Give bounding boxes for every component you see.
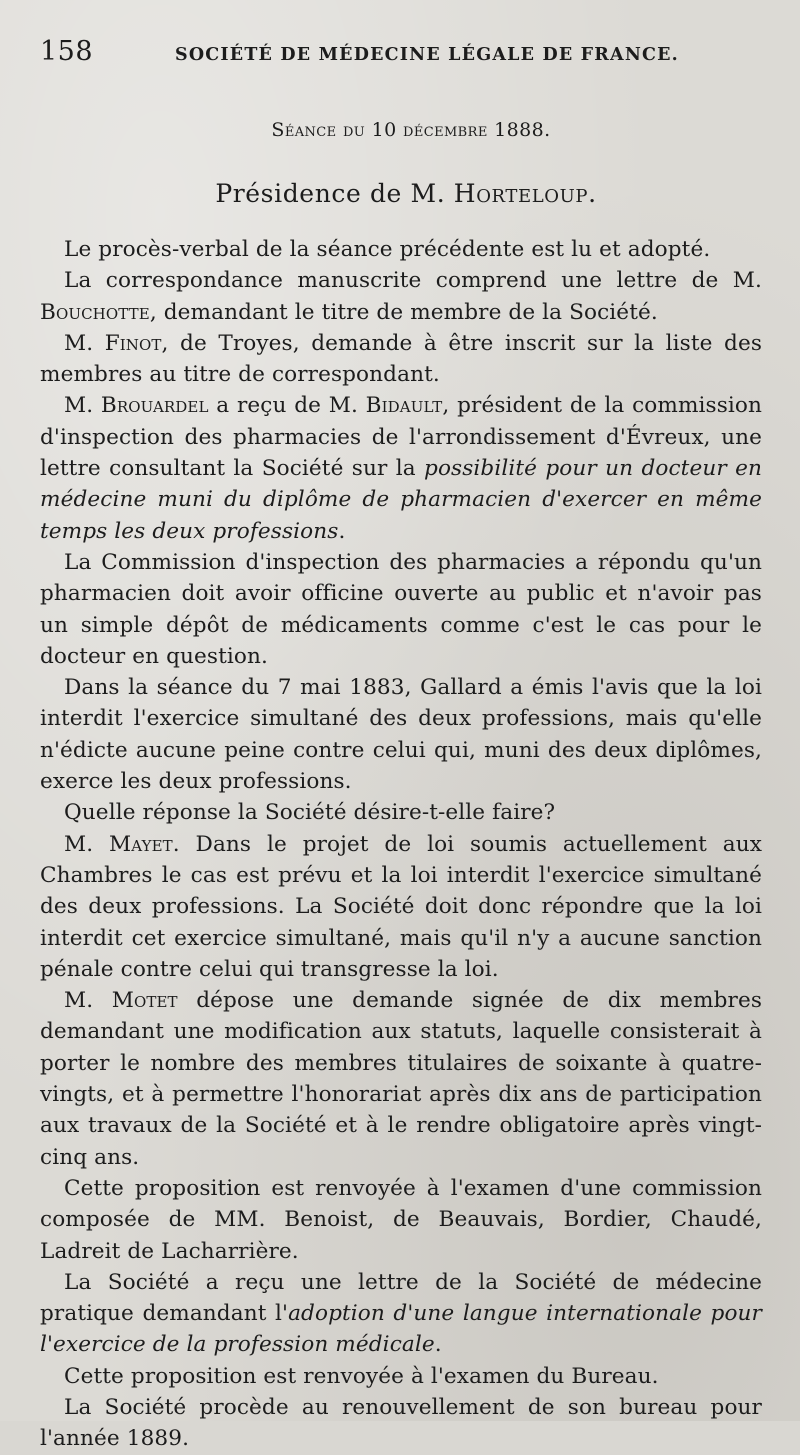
- paragraph-text: dépose une demande signée de dix membres demandant une modification aux statuts, laquelle consisterait à porter le nombre des membres titulaires de soixante à quatre-vingts, et à permettre l'honorariat après dix ans de participation aux travaux de la Société et à le rendre obligatoire après vingt-cinq ans.: [40, 988, 763, 1170]
- session-prefix: Séance du: [271, 119, 366, 141]
- paragraph-text: La Société a reçu une lettre de la Société de médecine pratique demandant l': [40, 1269, 762, 1327]
- paragraph-text: M.: [64, 988, 112, 1014]
- paragraph-brouardel: [40, 390, 762, 546]
- italic-question: possibilité pour un docteur en médecine muni du diplôme de pharmacien d'exercer en même temps les deux professions: [40, 456, 762, 544]
- session-date: 10 décembre 1888.: [371, 119, 551, 141]
- member-name: Motet: [111, 988, 178, 1014]
- running-header: [40, 36, 762, 67]
- member-name: Brouardel: [100, 393, 209, 419]
- member-name: Finot: [104, 330, 162, 356]
- presidence-text: Présidence de M.: [215, 179, 446, 208]
- paragraph-text: , président de la commission d'inspection des pharmacies de l'arrondissement d'Évreux, une lettre consultant la Société sur la: [40, 393, 763, 482]
- paragraph-motet: [40, 985, 762, 1173]
- paragraph-language-letter: [40, 1267, 762, 1361]
- paragraph-mayet: [40, 829, 762, 985]
- paragraph-bureau-renewal: La Société procède au renouvellement de son bureau pour l'année 1889.: [40, 1394, 762, 1452]
- minutes-body: [40, 234, 762, 1455]
- paragraph-correspondence: [40, 265, 762, 328]
- president-name: Horteloup.: [453, 179, 597, 208]
- paragraph-text: M.: [64, 330, 105, 356]
- member-name: Bidault: [365, 393, 443, 419]
- paragraph-text: .: [338, 518, 346, 544]
- member-name: Mayet: [109, 831, 173, 857]
- paragraph-text: , de Troyes, demande à être inscrit sur la liste des membres au titre de correspondant.: [40, 330, 762, 388]
- paragraph-commission-referral: Cette proposition est renvoyée à l'examen d'une commission composée de MM. Benoist, de Beauvais, Bordier, Chaudé, Ladreit de Lacharrière.: [40, 1175, 762, 1264]
- paragraph-text: M.: [64, 393, 101, 419]
- journal-title: SOCIÉTÉ DE MÉDECINE LÉGALE DE FRANCE.: [175, 45, 679, 65]
- paragraph-minutes-adopted: Le procès-verbal de la séance précédente est lu et adopté.: [64, 237, 711, 262]
- paragraph-finot: [40, 328, 762, 391]
- paragraph-text: , demandant le titre de membre de la Société.: [149, 299, 658, 325]
- paragraph-question: Quelle réponse la Société désire-t-elle faire?: [64, 800, 556, 826]
- member-name: Bouchotte: [40, 299, 150, 325]
- paragraph-bureau-referral: Cette proposition est renvoyée à l'examen du Bureau.: [64, 1363, 659, 1389]
- paragraph-text: M.: [64, 831, 110, 857]
- italic-proposal: adoption d'une langue internationale pour l'exercice de la profession médicale: [40, 1301, 762, 1358]
- session-heading: [40, 119, 762, 141]
- paragraph-commission-reply: La Commission d'inspection des pharmacies a répondu qu'un pharmacien doit avoir officine ouverte au public et n'avoir pas un simple dépôt de médicaments comme c'est le cas pour le docteur en question.: [40, 549, 762, 669]
- paragraph-text: La correspondance manuscrite comprend une lettre de M.: [64, 268, 762, 294]
- paragraph-text: . Dans le projet de loi soumis actuellement aux Chambres le cas est prévu et la loi interdit l'exercice simultané des deux professions. La Société doit donc répondre que la loi interdit cet exercice simultané, mais qu'il n'y a aucune sanction pénale contre celui qui transgresse la loi.: [40, 831, 763, 982]
- page-number: 158: [40, 36, 94, 67]
- paragraph-text: .: [434, 1332, 442, 1358]
- paragraph-text: a reçu de M.: [208, 393, 366, 419]
- presidence-heading: [40, 179, 762, 208]
- paragraph-gallard: Dans la séance du 7 mai 1883, Gallard a émis l'avis que la loi interdit l'exercice simultané des deux professions, mais qu'elle n'édicte aucune peine contre celui qui, muni des deux diplômes, exerce les deux professions.: [40, 675, 762, 795]
